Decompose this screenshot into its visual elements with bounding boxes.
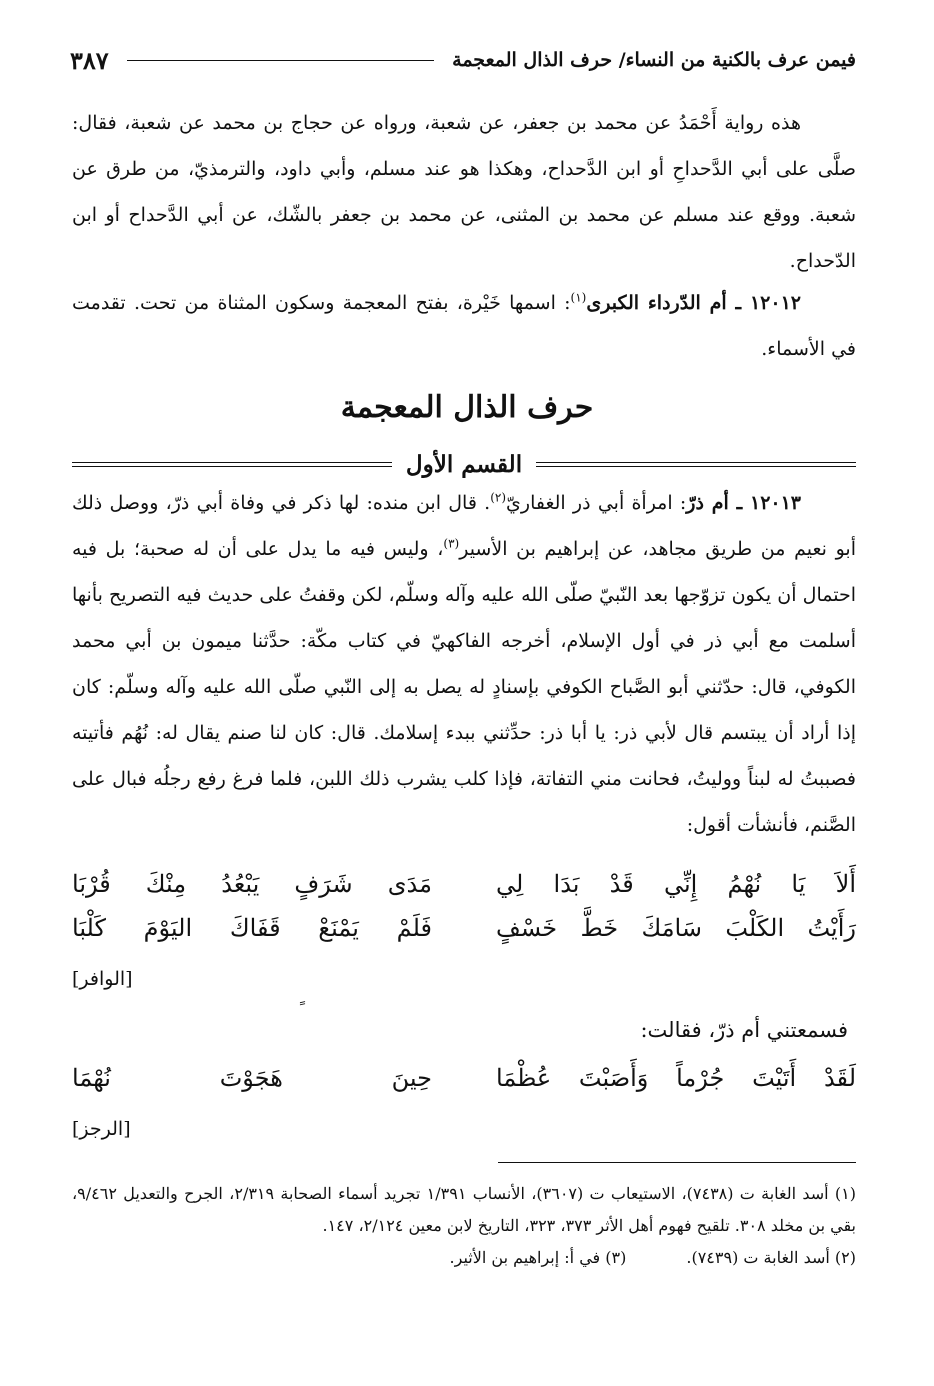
footnotes [72,1178,856,1274]
hemistich-first: رَأَيْتُ الكَلْبَ سَامَكَ خَطَّ خَسْفٍ [496,914,856,942]
paragraph-1-text: هذه رواية أَحْمَدُ عن محمد بن جعفر، عن شعبة، ورواه عن حجاج بن محمد عن شعبة، فقال: صلَّى على أبي الدَّحداحِ أو ابن الدَّحداح، وهكذا هو عند مسلم، وأبي داود، والترمذيّ، من طرق عن شعبة. ووقع عند مسلم عن محمد بن المثنى، عن محمد بن جعفر بالشّك، عن أبي الدَّحداح أو ابن الدّحداح. [72,112,856,272]
sub-heading [72,446,856,482]
poem-2-meter: [الرجز] [72,1118,131,1140]
hemistich-first: أَلاَ يَا نُهْمُ إِنِّي قَدْ بَدَا لِي [496,870,856,898]
poem-1-meter: [الوافر] [72,968,133,990]
footnote-2: (٢) أسد الغابة ت (٧٤٣٩). [686,1248,856,1267]
poem-2-line-1 [72,1064,856,1092]
sub-heading-rule-left [72,462,392,467]
poem-1-line-2 [72,914,856,942]
entry-12013-text-c: ، وليس فيه ما يدل على أن له صحبة؛ بل فيه احتمال أن يكون تزوّجها بعد النّبيّ صلّى الله عليه وآله وسلّم، لكن وقفتُ على حديث فيه التصريح بأنها أسلمت مع أبي ذر في أول الإسلام، أخرجه الفاكهيّ في كتاب مكّة: حدَّثنا ميمون بن أبي محمد الكوفي، قال: حدّثني أبو الصَّباح الكوفي بإسنادٍ له يصل به إلى النّبي صلّى الله عليه وآله وسلّم: كان إذا أراد أن يبتسم قال لأبي ذر: يا أبا ذر: حدِّثني ببدء إسلامك. قال: كان لنا صنم يقال له: نُهُم فأتيته فصببتُ له لبناً ووليتُ، فحانت مني التفاتة، فإذا كلب يشرب ذلك اللبن، فلما فرغ رفع رجلُه فبال على الصَّنم، فأنشأت أقول: [72,538,857,836]
entry-12013-text-a: : امرأة أبي ذر الغفاريّ [506,492,687,514]
entry-12012 [72,280,856,372]
entry-12013-label: ١٢٠١٣ ـ أم ذرّ [686,492,802,514]
hemistich-second: مَدَى شَرَفٍ يَبْعُدُ مِنْكَ قُرْبَا [72,870,432,898]
section-title: حرف الذال المعجمة [340,390,594,425]
entry-12012-text: : اسمها خَيْرة، بفتح المعجمة وسكون المثناة من تحت. تقدمت في الأسماء. [72,292,856,360]
footnote-rule [498,1162,856,1163]
sub-heading-rule-right [536,462,856,467]
hemistich-second: حِينَ هَجَوْتَ نُهْمَا [72,1064,432,1092]
footnote-row [72,1242,856,1274]
sub-heading-title: القسم الأول [405,450,523,478]
footnote-3: (٣) في أ: إبراهيم بن الأثير. [449,1248,627,1267]
footnote-ref-2[interactable]: (٢) [490,490,507,505]
entry-12012-label: ١٢٠١٢ ـ أم الدّرداء الكبرى [586,292,801,314]
footnote-1: (١) أسد الغابة ت (٧٤٣٨)، الاستيعاب ت (٣٦٠٧)، الأنساب ١/٣٩١ تجريد أسماء الصحابة ٢/٣١٩، الجرح والتعديل ٩/٤٦٢، بقي بن مخلد ٣٠٨. تلقيح فهوم أهل الأثر ٣٧٣، ٣٢٣، التاريخ لابن معين ٢/١٢٤، ١٤٧. [72,1184,857,1235]
hemistich-second: فَلَمْ يَمْنَعْ قَفَاكَ اليَوْمَ كَلْبَا [72,914,432,942]
page-number: ٣٨٧ [70,45,109,75]
paragraph-1 [72,100,856,284]
hemistich-first: لَقَدْ أَتَيْتَ جُرْماً وَأَصَبْتَ عُظْمَا [496,1064,856,1092]
poem-2-intro: فسمعتني أم ذرّ، فقالت: [640,1018,848,1042]
entry-12013 [72,480,856,848]
running-head: فيمن عرف بالكنية من النساء/ حرف الذال المعجمة [452,49,856,71]
footnote-ref-1[interactable]: (١) [570,290,587,305]
page-header [70,40,856,80]
entry-12013-text-b: . قال ابن منده: لها ذكر في وفاة أبي ذرّ، ووصل ذلك أبو نعيم من طريق مجاهد، عن إبراهيم بن الأسير [72,492,856,560]
header-rule [127,60,434,61]
poem-1-line-1 [72,870,856,898]
footnote-ref-3[interactable]: (٣) [443,536,460,551]
